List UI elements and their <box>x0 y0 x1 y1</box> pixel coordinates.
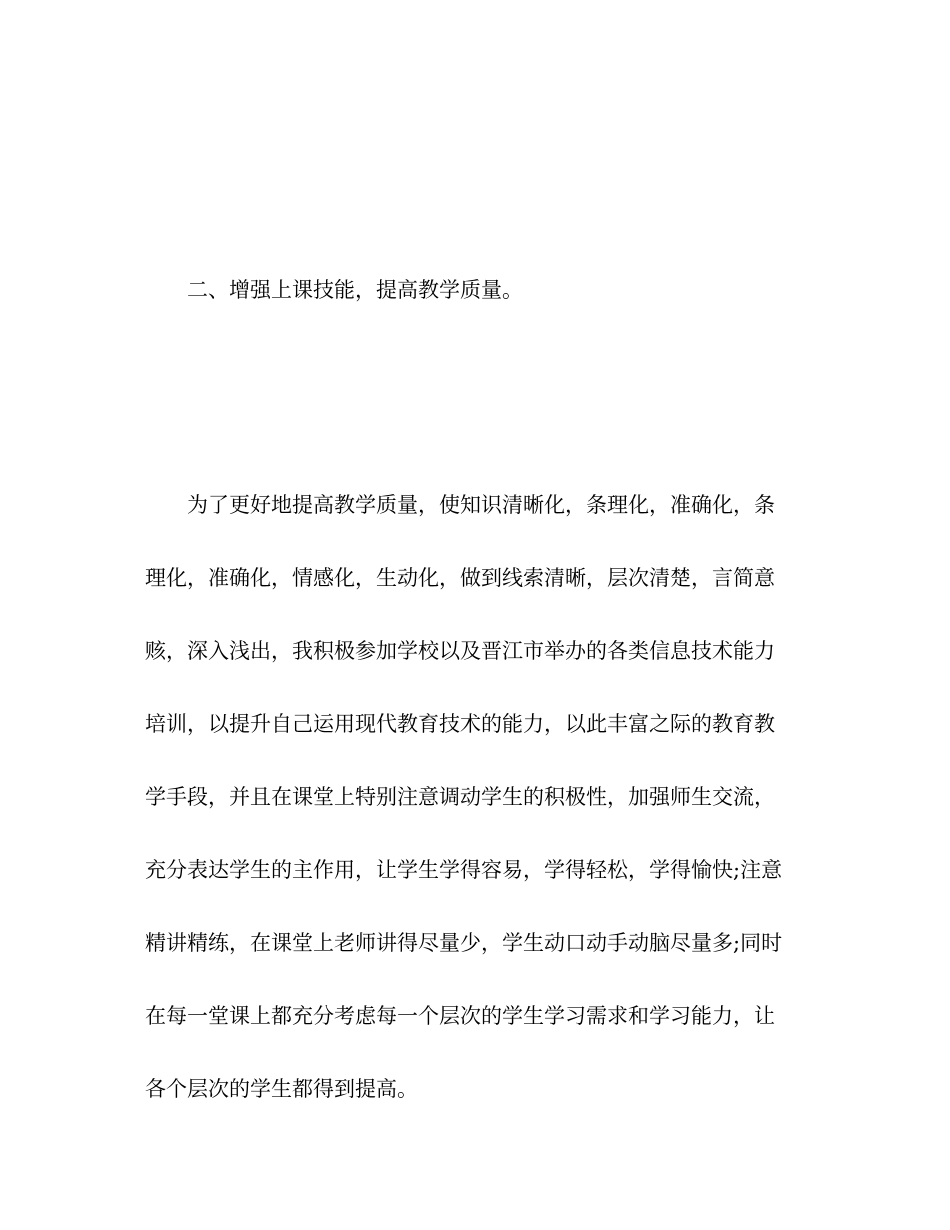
paragraph-line: 学手段，并且在课堂上特别注意调动学生的积极性，加强师生交流， <box>145 785 775 809</box>
body-paragraph <box>145 489 825 1146</box>
paragraph-line: 在每一堂课上都充分考虑每一个层次的学生学习需求和学习能力，让 <box>145 1004 775 1028</box>
paragraph-line: 各个层次的学生都得到提高。 <box>145 1077 418 1101</box>
paragraph-line: 精讲精练，在课堂上老师讲得尽量少，学生动口动手动脑尽量多;同时 <box>145 931 783 955</box>
section-heading: 二、增强上课技能，提高教学质量。 <box>187 278 523 302</box>
paragraph-line: 充分表达学生的主作用，让学生学得容易，学得轻松，学得愉快;注意 <box>145 858 783 882</box>
paragraph-line: 为了更好地提高教学质量，使知识清晰化，条理化，准确化，条 <box>187 493 775 517</box>
paragraph-line: 赅，深入浅出，我积极参加学校以及晋江市举办的各类信息技术能力 <box>145 639 775 663</box>
paragraph-line: 培训，以提升自己运用现代教育技术的能力，以此丰富之际的教育教 <box>145 712 775 736</box>
paragraph-line: 理化，准确化，情感化，生动化，做到线索清晰，层次清楚，言简意 <box>145 566 775 590</box>
